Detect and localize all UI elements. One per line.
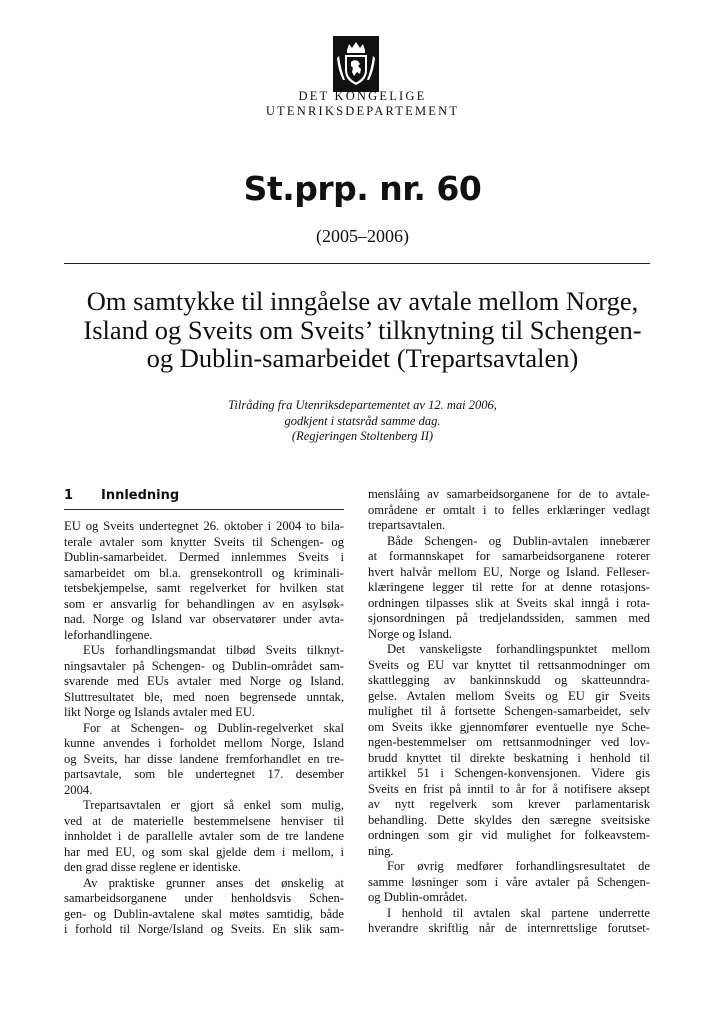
text-line: Trepartsavtalen er gjort så enkel som mulig,	[83, 798, 344, 812]
approval-line: Tilråding fra Utenriksdepartementet av 12. mai 2006,	[228, 398, 497, 412]
text-line: EU og Sveits undertegnet 26. oktober i 2004 to bila-	[64, 519, 344, 533]
text-line: den grad disse reglene er identiske.	[64, 860, 241, 874]
text-line: svarende med EUs avtaler med Norge og Island.	[64, 674, 344, 688]
text-line: og Sveits, har disse landene fremforhandlet en tre-	[64, 751, 344, 766]
text-line: ngen-bestemmelser om rettsanmodninger ved lov-	[368, 735, 650, 749]
title-line: Island og Sveits om Sveits’ tilknytning til Schengen-	[83, 314, 642, 345]
text-line: samarbeidet om bl.a. grensekontroll og kriminali-	[64, 565, 344, 580]
text-line: ordningen tilpasses slik at Sveits skal inngå i rota-	[368, 595, 650, 610]
text-line: hverandre skriftlig når de internrettslige forutset-	[368, 921, 650, 935]
text-line: brudd knyttet til direkte beskatning i henhold til	[368, 750, 650, 765]
text-line: 2004.	[64, 782, 93, 797]
approval-line: godkjent i statsråd samme dag.	[284, 413, 441, 428]
text-line: Norge og Island.	[368, 626, 453, 641]
body-column-right	[368, 487, 650, 937]
text-line: For at Schengen- og Dublin-regelverket skal	[83, 720, 344, 735]
text-line: leforhandlingene.	[64, 627, 153, 642]
text-line: behandling. Dette skyldes den særegne sveitsiske	[368, 812, 650, 827]
section-divider	[64, 509, 344, 510]
text-line: trepartsavtalen.	[368, 518, 446, 532]
text-line: likt Norge og Islands avtaler med EU.	[64, 705, 256, 719]
section-heading	[64, 488, 344, 503]
text-line: Sveits og EU var knyttet til rettsanmodninger om	[368, 657, 650, 672]
text-line: nad. Norge og Island var observatører under avta-	[64, 612, 344, 626]
text-line: ningsavtaler på Schengen- og Dublin-området sam-	[64, 658, 344, 673]
text-line: EUs forhandlingsmandat tilbød Sveits tilknyt-	[83, 643, 344, 657]
ministry-line-1: DET KONGELIGE	[298, 89, 427, 103]
text-line: terale avtaler som knytter Sveits til Schengen- og	[64, 534, 344, 549]
text-line: Sveits en frist på inntil to år for å notifisere aksept	[368, 781, 650, 796]
ministry-name	[0, 89, 725, 119]
ministry-line-2: UTENRIKSDEPARTEMENT	[265, 104, 460, 118]
divider	[64, 263, 650, 264]
text-line: Av praktiske grunner anses det ønskelig at	[83, 875, 344, 890]
text-line: av nytt regelverk som krever parlamentarisk	[368, 797, 650, 811]
text-line: mulighet til å fortsette Schengen-samarbeidet, selv	[368, 704, 650, 718]
section-title: Innledning	[101, 488, 180, 503]
text-line: Dublin-samarbeidet. Dermed innlemmes Sveits i	[64, 550, 344, 564]
text-line: ved at de materielle bestemmelsene henviser til	[64, 813, 344, 828]
royal-crest-icon	[333, 36, 379, 92]
text-line: kunne anvendes i forholdet mellom Norge, Island	[64, 736, 344, 750]
approval-line: (Regjeringen Stoltenberg II)	[291, 429, 434, 443]
title-line: og Dublin-samarbeidet (Trepartsavtalen)	[146, 343, 579, 373]
approval-note	[0, 398, 725, 445]
text-line: innholdet i de parallelle avtaler som de tre landene	[64, 829, 344, 843]
text-line: områdene er omtalt i to felles erklæringer vedlagt	[368, 502, 650, 517]
text-line: partsavtale, som ble undertegnet 17. desember	[64, 767, 344, 781]
body-column-left	[64, 519, 344, 938]
title-line: Om samtykke til inngåelse av avtale mellom Norge,	[86, 286, 639, 316]
text-line: at formannskapet for samarbeidsorganene roterer	[368, 549, 650, 563]
text-line: gen- og Dublin-avtalene skal møtes samtidig, både	[64, 906, 344, 921]
text-line: har med EU, og som skal gjelde dem i mellom, i	[64, 844, 344, 859]
text-line: sjonsordningen på tredjelandssiden, sammen med	[368, 611, 650, 625]
text-line: gelse. Avtalen mellom Sveits og EU gir Sveits	[368, 688, 650, 703]
text-line: Sluttresultatet ble, med noen begrensede unntak,	[64, 689, 344, 704]
text-line: og Dublin-området.	[368, 890, 468, 904]
document-title	[30, 287, 695, 373]
text-line: Det vanskeligste forhandlingspunktet mellom	[387, 642, 650, 656]
text-line: skattlegging av bankinnskudd og skatteunndra-	[368, 673, 650, 687]
document-number: St.prp. nr. 60	[243, 169, 482, 208]
text-line: For øvrig medfører forhandlingsresultatet de	[387, 859, 650, 873]
text-line: artikkel 51 i Schengen-konvensjonen. Videre gis	[368, 766, 650, 780]
text-line: I henhold til avtalen skal partene underrette	[387, 905, 650, 920]
text-line: ning.	[368, 843, 394, 858]
text-line: samme løsninger som i våre avtaler på Schengen-	[368, 874, 650, 889]
section-number: 1	[64, 488, 74, 503]
text-line: som er ansvarlig for behandlingen av en asylsøk-	[64, 596, 344, 611]
text-line: i forhold til Norge/Island og Sveits. En slik sam-	[64, 922, 344, 936]
text-line: ordningen som gir vid mulighet for folkeavstem-	[368, 828, 650, 842]
text-line: tetsbekjempelse, samt regelverket for hvilken stat	[64, 581, 344, 595]
text-line: samarbeidsorganene under henholdsvis Schen-	[64, 891, 344, 905]
text-line: hvert halvår mellom EU, Norge og Island. Felleser-	[368, 564, 650, 579]
text-line: Både Schengen- og Dublin-avtalen innebærer	[387, 533, 650, 548]
text-line: menslåing av samarbeidsorganene for de to avtale-	[368, 487, 650, 501]
text-line: klæringene legger til rette for at denne rotasjons-	[368, 580, 650, 594]
document-year: (2005–2006)	[316, 226, 409, 246]
text-line: om Sveits ikke gjennomfører eventuelle nye Sche-	[368, 719, 650, 734]
